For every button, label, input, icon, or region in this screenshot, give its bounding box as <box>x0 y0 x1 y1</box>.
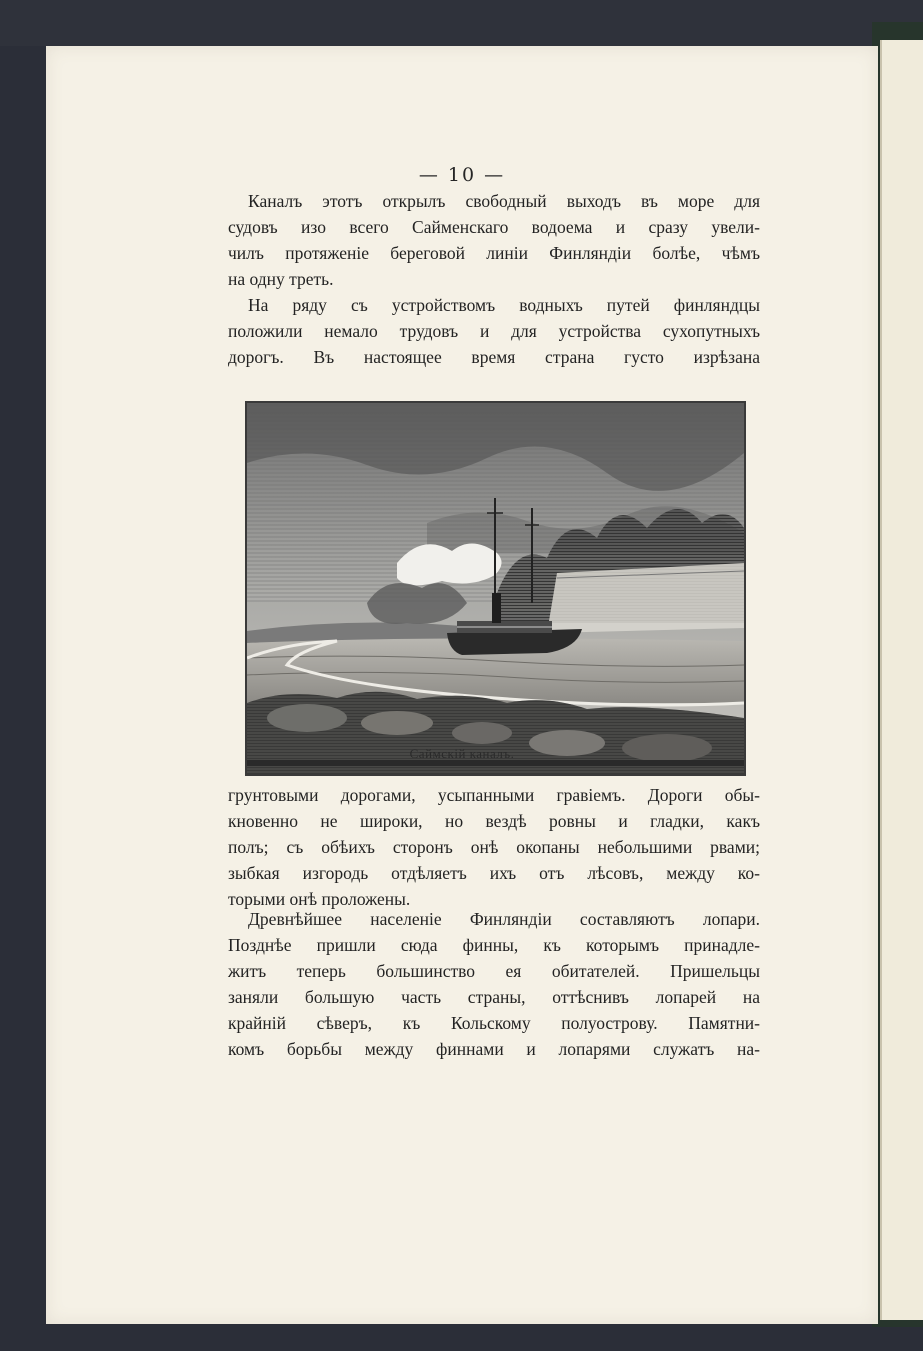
facing-page-edge <box>880 40 923 1320</box>
text-line: грунтовыми дорогами, усыпанными гравiемъ. Дороги обы- <box>228 785 760 805</box>
text-line: торыми онѣ проложены. <box>228 889 411 909</box>
text-line: кновенно не широки, но вездѣ ровны и гладки, какъ <box>228 811 760 831</box>
page-number: — 10 — <box>418 164 506 186</box>
text-line: Позднѣе пришли сюда финны, къ которымъ принадле- <box>228 935 760 955</box>
text-line: заняли большую часть страны, оттѣснивъ лопарей на <box>228 987 760 1007</box>
engraving-saimaa-canal <box>245 401 746 776</box>
paragraph-canal <box>228 188 760 292</box>
paragraph-roads <box>228 292 760 370</box>
text-line: чилъ протяженiе береговой линiи Финляндiи болѣе, чѣмъ <box>228 243 760 263</box>
text-line: житъ теперь большинство ея обитателей. Пришельцы <box>228 961 760 981</box>
paragraph-gravel-roads <box>228 782 760 912</box>
text-line: комъ борьбы между финнами и лопарями служатъ на- <box>228 1039 760 1059</box>
scan-backdrop <box>0 0 923 46</box>
text-line: На ряду съ устройствомъ водныхъ путей финляндцы <box>248 295 760 315</box>
paragraph-population <box>228 906 760 1062</box>
text-line: полъ; съ обѣихъ сторонъ онѣ окопаны небольшими рвами; <box>228 837 760 857</box>
book-page <box>46 46 878 1324</box>
text-line: дорогъ. Въ настоящее время страна густо изрѣзана <box>228 347 760 367</box>
figure-caption: Саймскiй каналъ. <box>409 746 515 761</box>
text-line: Каналъ этотъ открылъ свободный выходъ въ море для <box>248 191 760 211</box>
text-line: положили немало трудовъ и для устройства сухопутныхъ <box>228 321 760 341</box>
text-line: Древнѣйшее населенiе Финляндiи составляютъ лопари. <box>248 909 760 929</box>
text-line: судовъ изо всего Сайменскаго водоема и сразу увели- <box>228 217 760 237</box>
text-line: зыбкая изгородь отдѣляетъ ихъ отъ лѣсовъ, между ко- <box>228 863 760 883</box>
text-line: на одну треть. <box>228 269 334 289</box>
text-line: крайнiй сѣверъ, къ Кольскому полуострову. Памятни- <box>228 1013 760 1033</box>
